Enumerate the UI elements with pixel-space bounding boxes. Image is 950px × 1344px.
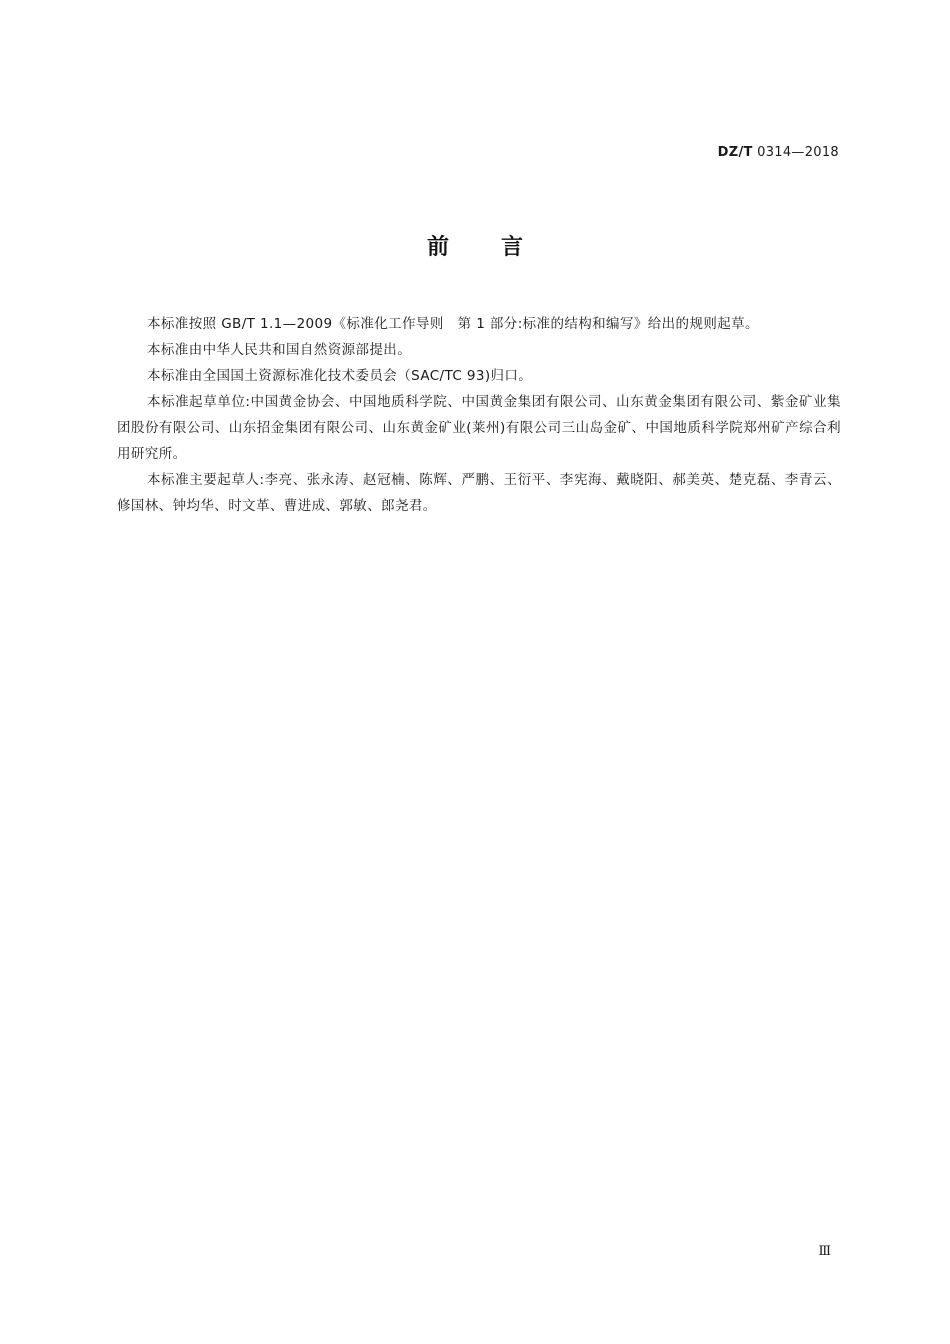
foreword-body (117, 311, 841, 519)
paragraph-under-jurisdiction: 本标准由全国国土资源标准化技术委员会（SAC/TC 93)归口。 (147, 368, 533, 384)
standard-number: 0314—2018 (757, 145, 839, 160)
paragraph-drafting-rules: 本标准按照 GB/T 1.1—2009《标准化工作导则 第 1 部分:标准的结构和编写》给出的规则起草。 (147, 316, 759, 332)
paragraph-drafting-organizations: 本标准起草单位:中国黄金协会、中国地质科学院、中国黄金集团有限公司、山东黄金集团有限公司、紫金矿业集团股份有限公司、山东招金集团有限公司、山东黄金矿业(莱州)有限公司三山岛金矿、中国地质科学院郑州矿产综合利用研究所。 (117, 394, 841, 462)
page-number: Ⅲ (818, 1244, 831, 1259)
page-title: 前言 (426, 235, 575, 260)
paragraph-proposed-by: 本标准由中华人民共和国自然资源部提出。 (147, 342, 412, 358)
paragraph-drafters: 本标准主要起草人:李亮、张永涛、赵冠楠、陈辉、严鹏、王衍平、李宪海、戴晓阳、郝美英、楚克磊、李青云、修国林、钟均华、时文革、曹进成、郭敏、郎尧君。 (117, 472, 841, 514)
standard-code (718, 145, 839, 160)
standard-prefix: DZ/T (717, 145, 753, 160)
